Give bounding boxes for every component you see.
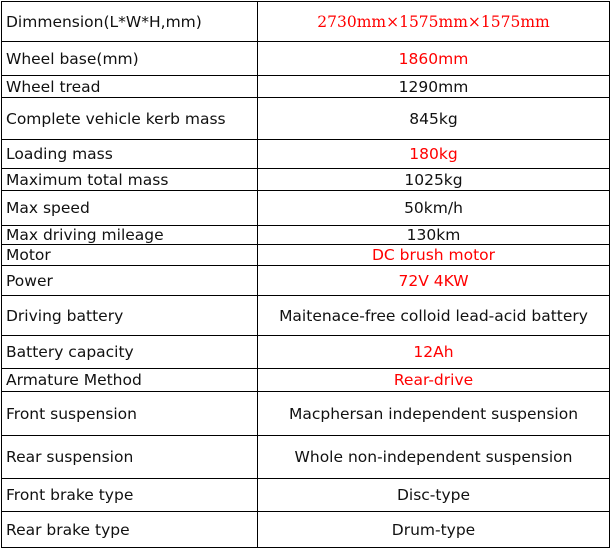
row-value: Macphersan independent suspension bbox=[258, 392, 610, 436]
row-value: 1860mm bbox=[258, 42, 610, 76]
table-row bbox=[2, 226, 610, 245]
table-row bbox=[2, 479, 610, 512]
row-value: 72V 4KW bbox=[258, 266, 610, 296]
row-value: 130km bbox=[258, 226, 610, 245]
row-label: Power bbox=[2, 266, 258, 296]
table-row bbox=[2, 191, 610, 226]
table-row bbox=[2, 245, 610, 266]
row-value: Rear-drive bbox=[258, 369, 610, 392]
table-row bbox=[2, 436, 610, 479]
table-row bbox=[2, 42, 610, 76]
row-label: Motor bbox=[2, 245, 258, 266]
table-row bbox=[2, 369, 610, 392]
row-label: Complete vehicle kerb mass bbox=[2, 98, 258, 140]
row-label: Max driving mileage bbox=[2, 226, 258, 245]
row-label: Rear brake type bbox=[2, 512, 258, 548]
row-value: 180kg bbox=[258, 140, 610, 169]
row-label: Loading mass bbox=[2, 140, 258, 169]
table-row bbox=[2, 296, 610, 336]
row-value: 845kg bbox=[258, 98, 610, 140]
table-row bbox=[2, 512, 610, 548]
row-value: 1290mm bbox=[258, 76, 610, 98]
table-row bbox=[2, 140, 610, 169]
table-row bbox=[2, 169, 610, 191]
row-value: Drum-type bbox=[258, 512, 610, 548]
row-label: Wheel tread bbox=[2, 76, 258, 98]
row-value: 2730mm×1575mm×1575mm bbox=[258, 2, 610, 42]
row-label: Rear suspension bbox=[2, 436, 258, 479]
row-label: Max speed bbox=[2, 191, 258, 226]
row-value: Whole non-independent suspension bbox=[258, 436, 610, 479]
table-row bbox=[2, 336, 610, 369]
table-row bbox=[2, 2, 610, 42]
spec-table-body bbox=[2, 2, 610, 548]
row-label: Front suspension bbox=[2, 392, 258, 436]
row-label: Maximum total mass bbox=[2, 169, 258, 191]
row-label: Battery capacity bbox=[2, 336, 258, 369]
row-label: Front brake type bbox=[2, 479, 258, 512]
row-label: Dimmension(L*W*H,mm) bbox=[2, 2, 258, 42]
table-row bbox=[2, 98, 610, 140]
row-label: Wheel base(mm) bbox=[2, 42, 258, 76]
row-value: Maitenace-free colloid lead-acid battery bbox=[258, 296, 610, 336]
row-label: Armature Method bbox=[2, 369, 258, 392]
table-row bbox=[2, 266, 610, 296]
row-value: DC brush motor bbox=[258, 245, 610, 266]
row-label: Driving battery bbox=[2, 296, 258, 336]
row-value: 12Ah bbox=[258, 336, 610, 369]
table-row bbox=[2, 76, 610, 98]
spec-table bbox=[1, 1, 610, 548]
row-value: 50km/h bbox=[258, 191, 610, 226]
row-value: Disc-type bbox=[258, 479, 610, 512]
row-value: 1025kg bbox=[258, 169, 610, 191]
table-row bbox=[2, 392, 610, 436]
